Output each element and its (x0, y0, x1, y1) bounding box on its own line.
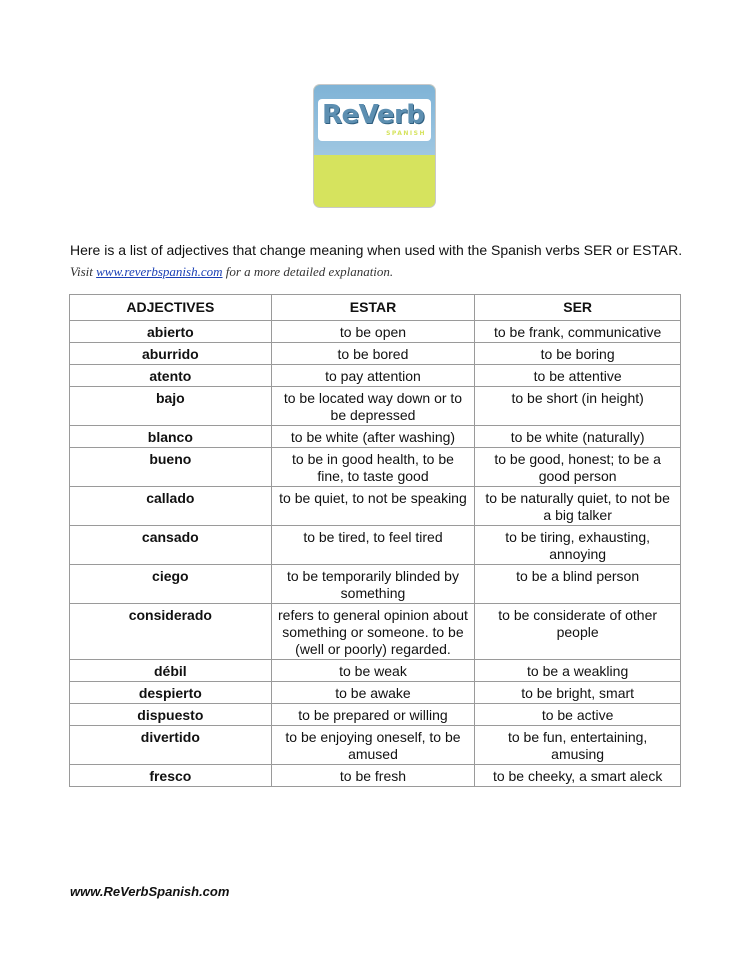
adjective-cell: divertido (70, 726, 272, 765)
ser-cell: to be naturally quiet, to not be a big talker (475, 487, 681, 526)
estar-cell: to be white (after washing) (271, 426, 475, 448)
table-row (70, 682, 681, 704)
adjective-cell: abierto (70, 321, 272, 343)
estar-cell: to pay attention (271, 365, 475, 387)
visit-line (70, 264, 393, 279)
estar-cell: to be bored (271, 343, 475, 365)
header-estar: ESTAR (271, 295, 475, 321)
reverb-logo (314, 85, 435, 207)
estar-cell: to be in good health, to be fine, to taste good (271, 448, 475, 487)
ser-cell: to be considerate of other people (475, 604, 681, 660)
ser-cell: to be attentive (475, 365, 681, 387)
header-adjectives: ADJECTIVES (70, 295, 272, 321)
adjective-cell: considerado (70, 604, 272, 660)
ser-cell: to be a blind person (475, 565, 681, 604)
ser-cell: to be white (naturally) (475, 426, 681, 448)
table-row (70, 426, 681, 448)
reverbspanish-link[interactable]: www.reverbspanish.com (96, 264, 223, 279)
adjective-cell: callado (70, 487, 272, 526)
table-row (70, 365, 681, 387)
table-row (70, 726, 681, 765)
table-row (70, 321, 681, 343)
estar-cell: to be tired, to feel tired (271, 526, 475, 565)
intro-paragraph (70, 240, 685, 282)
adjective-cell: cansado (70, 526, 272, 565)
adjective-cell: bueno (70, 448, 272, 487)
table-row (70, 526, 681, 565)
table-row (70, 343, 681, 365)
ser-cell: to be active (475, 704, 681, 726)
ser-cell: to be cheeky, a smart aleck (475, 765, 681, 787)
ser-cell: to be good, honest; to be a good person (475, 448, 681, 487)
adjective-cell: ciego (70, 565, 272, 604)
ser-cell: to be a weakling (475, 660, 681, 682)
logo-plate (318, 99, 431, 141)
table-row (70, 387, 681, 426)
ser-cell: to be boring (475, 343, 681, 365)
logo-subtitle: SPANISH (386, 130, 426, 137)
table-row (70, 704, 681, 726)
estar-cell: to be awake (271, 682, 475, 704)
adjective-cell: blanco (70, 426, 272, 448)
ser-cell: to be tiring, exhausting, annoying (475, 526, 681, 565)
adjective-cell: débil (70, 660, 272, 682)
adjective-cell: atento (70, 365, 272, 387)
estar-cell: to be quiet, to not be speaking (271, 487, 475, 526)
table-header-row (70, 295, 681, 321)
table-row (70, 660, 681, 682)
table-row (70, 604, 681, 660)
table-row (70, 487, 681, 526)
estar-cell: to be enjoying oneself, to be amused (271, 726, 475, 765)
ser-cell: to be frank, communicative (475, 321, 681, 343)
table-row (70, 448, 681, 487)
visit-prefix: Visit (70, 264, 93, 279)
intro-text: Here is a list of adjectives that change meaning when used with the Spanish verbs SER or ESTAR. (70, 242, 683, 258)
adjective-cell: aburrido (70, 343, 272, 365)
visit-suffix: for a more detailed explanation. (225, 264, 394, 279)
adjectives-table (69, 294, 681, 787)
estar-cell: refers to general opinion about something or someone. to be (well or poorly) regarded. (271, 604, 475, 660)
estar-cell: to be temporarily blinded by something (271, 565, 475, 604)
ser-cell: to be fun, entertaining, amusing (475, 726, 681, 765)
table-row (70, 565, 681, 604)
adjective-cell: despierto (70, 682, 272, 704)
logo-wordmark: ReVerb (322, 100, 425, 130)
estar-cell: to be located way down or to be depressed (271, 387, 475, 426)
ser-cell: to be short (in height) (475, 387, 681, 426)
adjective-cell: bajo (70, 387, 272, 426)
estar-cell: to be prepared or willing (271, 704, 475, 726)
estar-cell: to be weak (271, 660, 475, 682)
estar-cell: to be open (271, 321, 475, 343)
header-ser: SER (475, 295, 681, 321)
footer-url: www.ReVerbSpanish.com (70, 884, 230, 899)
estar-cell: to be fresh (271, 765, 475, 787)
ser-cell: to be bright, smart (475, 682, 681, 704)
adjective-cell: fresco (70, 765, 272, 787)
adjective-cell: dispuesto (70, 704, 272, 726)
table-row (70, 765, 681, 787)
